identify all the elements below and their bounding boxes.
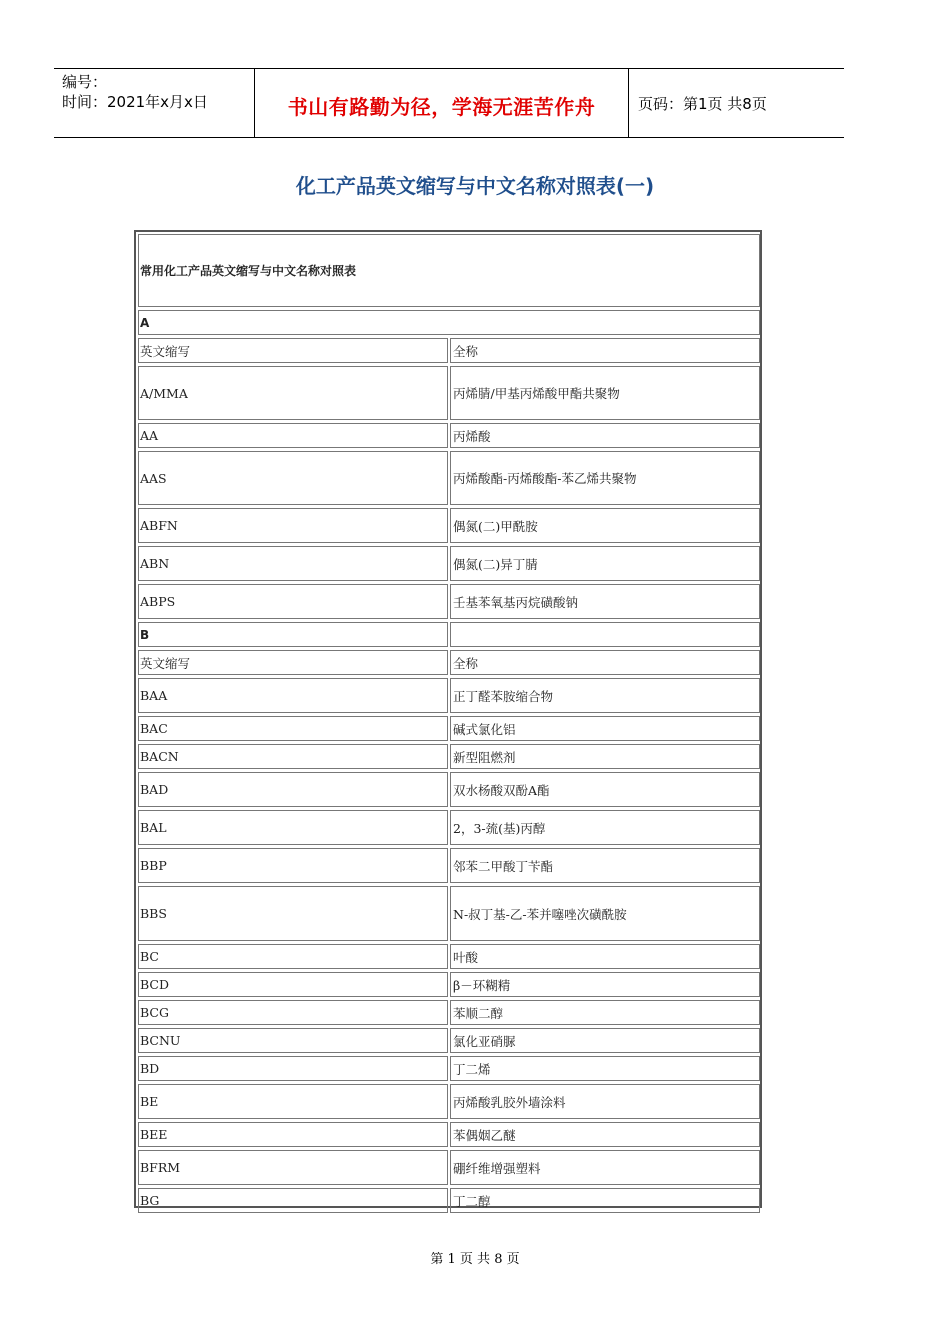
table-row (138, 1056, 760, 1084)
fullname-cell: 叶酸 (450, 944, 760, 969)
abbreviation-cell: AAS (138, 451, 448, 505)
column-header-fullname: 全称 (450, 650, 760, 675)
abbreviation-cell: BC (138, 944, 448, 969)
page-header (54, 68, 844, 138)
abbreviation-cell: BBS (138, 886, 448, 941)
fullname-cell: 丁二烯 (450, 1056, 760, 1081)
abbreviation-cell: BFRM (138, 1150, 448, 1185)
fullname-cell: 硼纤维增强塑料 (450, 1150, 760, 1185)
abbreviation-cell: BAC (138, 716, 448, 741)
table-row (138, 886, 760, 944)
column-header-fullname: 全称 (450, 338, 760, 363)
abbreviation-cell: BCD (138, 972, 448, 997)
abbreviation-cell: BEE (138, 1122, 448, 1147)
table-row (138, 678, 760, 716)
fullname-cell: 碱式氯化铝 (450, 716, 760, 741)
table-row (138, 848, 760, 886)
table-row (138, 1028, 760, 1056)
table-row (138, 1000, 760, 1028)
table-row (138, 546, 760, 584)
table-row (138, 584, 760, 622)
table-row (138, 1188, 760, 1216)
fullname-cell: 邻苯二甲酸丁苄酯 (450, 848, 760, 883)
page-footer: 第 1 页 共 8 页 (430, 1252, 520, 1267)
time-label: 时间：2021年x月x日 (62, 93, 208, 111)
section-letter: A (138, 310, 760, 335)
table-row (138, 1084, 760, 1122)
fullname-cell: 丙烯酸酯-丙烯酸酯-苯乙烯共聚物 (450, 451, 760, 505)
fullname-cell: 丁二醇 (450, 1188, 760, 1213)
header-page-label: 页码：第1页 共8页 (638, 95, 767, 113)
column-header-abbr: 英文缩写 (138, 338, 448, 363)
fullname-cell: 双水杨酸双酚A酯 (450, 772, 760, 807)
abbreviation-cell: BAD (138, 772, 448, 807)
table-row (138, 944, 760, 972)
abbreviation-cell: BAA (138, 678, 448, 713)
section-row (138, 622, 760, 650)
table-row (138, 972, 760, 1000)
fullname-cell: 苯顺二醇 (450, 1000, 760, 1025)
table-row (138, 1122, 760, 1150)
fullname-cell: 正丁醛苯胺缩合物 (450, 678, 760, 713)
fullname-cell: 偶氮(二)甲酰胺 (450, 508, 760, 543)
fullname-cell: β－环糊精 (450, 972, 760, 997)
abbreviation-cell: BD (138, 1056, 448, 1081)
abbreviation-cell: BCG (138, 1000, 448, 1025)
abbreviation-cell: BAL (138, 810, 448, 845)
abbreviation-cell: ABPS (138, 584, 448, 619)
table-row (138, 508, 760, 546)
abbreviation-cell: BE (138, 1084, 448, 1119)
column-header-row (138, 650, 760, 678)
fullname-cell: 氯化亚硝脲 (450, 1028, 760, 1053)
header-divider (628, 69, 629, 137)
abbreviation-cell: ABN (138, 546, 448, 581)
table-row (138, 772, 760, 810)
number-label: 编号： (62, 73, 108, 91)
abbreviation-cell: ABFN (138, 508, 448, 543)
fullname-cell: N-叔丁基-乙-苯并噻唑次磺酰胺 (450, 886, 760, 941)
table-row (138, 716, 760, 744)
fullname-cell: 2，3-巯(基)丙醇 (450, 810, 760, 845)
abbreviation-cell: AA (138, 423, 448, 448)
table-row (138, 423, 760, 451)
fullname-cell: 丙烯腈/甲基丙烯酸甲酯共聚物 (450, 366, 760, 420)
table-caption-row (138, 234, 760, 310)
section-row (138, 310, 760, 338)
abbreviation-cell: BBP (138, 848, 448, 883)
column-header-row (138, 338, 760, 366)
abbreviation-cell: BCNU (138, 1028, 448, 1053)
table-row (138, 366, 760, 423)
fullname-cell: 偶氮(二)异丁腈 (450, 546, 760, 581)
section-letter: B (138, 622, 448, 647)
table-row (138, 810, 760, 848)
table-row (138, 744, 760, 772)
abbreviation-cell: BG (138, 1188, 448, 1213)
abbreviation-cell: BACN (138, 744, 448, 769)
abbreviation-cell: A/MMA (138, 366, 448, 420)
header-motto: 书山有路勤为径，学海无涯苦作舟 (287, 95, 596, 119)
table-row (138, 451, 760, 508)
fullname-cell: 丙烯酸 (450, 423, 760, 448)
column-header-abbr: 英文缩写 (138, 650, 448, 675)
fullname-cell: 丙烯酸乳胶外墙涂料 (450, 1084, 760, 1119)
header-meta (62, 72, 208, 112)
fullname-cell: 新型阻燃剂 (450, 744, 760, 769)
table-row (138, 1150, 760, 1188)
fullname-cell: 苯偶姻乙醚 (450, 1122, 760, 1147)
section-empty-cell (450, 622, 760, 647)
fullname-cell: 壬基苯氧基丙烷磺酸钠 (450, 584, 760, 619)
abbreviation-table (134, 230, 762, 1208)
document-title: 化工产品英文缩写与中文名称对照表(一) (295, 174, 655, 198)
table-caption: 常用化工产品英文缩写与中文名称对照表 (138, 234, 760, 307)
